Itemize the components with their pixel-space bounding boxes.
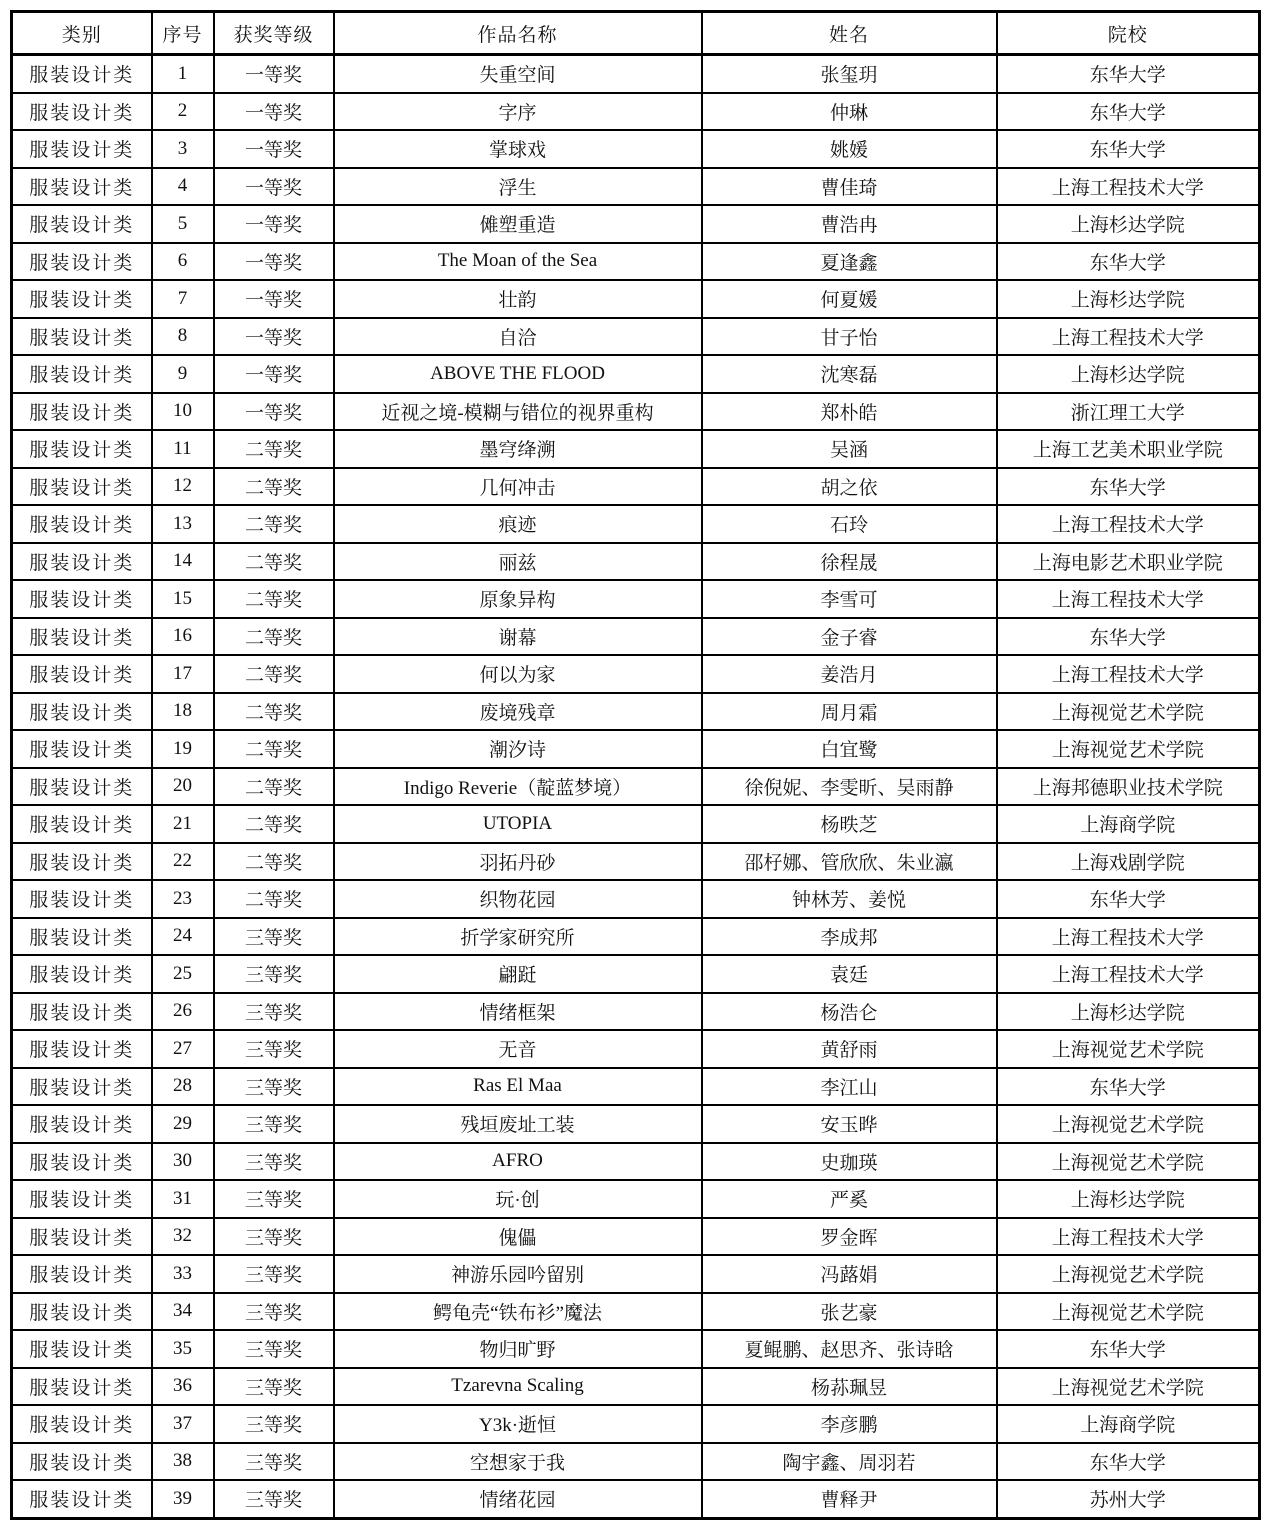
cell-work-title: 鳄龟壳“铁布衫”魔法 [334, 1293, 702, 1331]
cell-school: 上海视觉艺术学院 [997, 1293, 1260, 1331]
cell-index: 2 [152, 93, 214, 131]
cell-school: 上海工程技术大学 [997, 918, 1260, 956]
cell-category: 服装设计类 [12, 505, 152, 543]
cell-award-level: 二等奖 [214, 468, 334, 506]
cell-index: 16 [152, 618, 214, 656]
cell-award-level: 一等奖 [214, 93, 334, 131]
cell-award-level: 二等奖 [214, 805, 334, 843]
table-row [12, 1405, 1260, 1443]
cell-author-name: 杨浩仑 [702, 993, 997, 1031]
cell-award-level: 三等奖 [214, 1330, 334, 1368]
cell-index: 10 [152, 393, 214, 431]
cell-index: 6 [152, 243, 214, 281]
cell-work-title: 情绪框架 [334, 993, 702, 1031]
cell-award-level: 一等奖 [214, 393, 334, 431]
table-row [12, 205, 1260, 243]
table-row [12, 393, 1260, 431]
cell-award-level: 二等奖 [214, 730, 334, 768]
cell-index: 39 [152, 1480, 214, 1518]
cell-index: 19 [152, 730, 214, 768]
cell-school: 上海杉达学院 [997, 205, 1260, 243]
cell-category: 服装设计类 [12, 768, 152, 806]
cell-award-level: 三等奖 [214, 1293, 334, 1331]
cell-category: 服装设计类 [12, 168, 152, 206]
cell-school: 上海电影艺术职业学院 [997, 543, 1260, 581]
cell-index: 4 [152, 168, 214, 206]
cell-school: 东华大学 [997, 243, 1260, 281]
cell-school: 上海视觉艺术学院 [997, 1143, 1260, 1181]
cell-school: 上海商学院 [997, 805, 1260, 843]
cell-school: 东华大学 [997, 880, 1260, 918]
cell-work-title: 原象异构 [334, 580, 702, 618]
cell-index: 15 [152, 580, 214, 618]
cell-index: 12 [152, 468, 214, 506]
cell-index: 25 [152, 955, 214, 993]
cell-index: 33 [152, 1255, 214, 1293]
table-row [12, 468, 1260, 506]
cell-work-title: 傩塑重造 [334, 205, 702, 243]
cell-award-level: 一等奖 [214, 318, 334, 356]
cell-author-name: 金子睿 [702, 618, 997, 656]
cell-index: 26 [152, 993, 214, 1031]
table-row [12, 655, 1260, 693]
cell-work-title: Y3k·逝恒 [334, 1405, 702, 1443]
cell-work-title: 字序 [334, 93, 702, 131]
cell-index: 24 [152, 918, 214, 956]
cell-author-name: 安玉晔 [702, 1105, 997, 1143]
cell-author-name: 姚媛 [702, 130, 997, 168]
cell-index: 9 [152, 355, 214, 393]
cell-school: 上海工艺美术职业学院 [997, 430, 1260, 468]
cell-author-name: 张玺玥 [702, 55, 997, 93]
cell-index: 21 [152, 805, 214, 843]
table-row [12, 580, 1260, 618]
table-row [12, 805, 1260, 843]
cell-category: 服装设计类 [12, 205, 152, 243]
cell-award-level: 二等奖 [214, 505, 334, 543]
cell-work-title: 掌球戏 [334, 130, 702, 168]
cell-category: 服装设计类 [12, 1105, 152, 1143]
table-row [12, 130, 1260, 168]
cell-award-level: 三等奖 [214, 1255, 334, 1293]
column-header: 序号 [152, 12, 214, 55]
cell-award-level: 三等奖 [214, 1368, 334, 1406]
table-row [12, 93, 1260, 131]
cell-index: 3 [152, 130, 214, 168]
cell-author-name: 黄舒雨 [702, 1030, 997, 1068]
cell-category: 服装设计类 [12, 1480, 152, 1518]
cell-school: 上海视觉艺术学院 [997, 693, 1260, 731]
table-row [12, 1368, 1260, 1406]
table-row [12, 1330, 1260, 1368]
cell-category: 服装设计类 [12, 618, 152, 656]
cell-author-name: 石玲 [702, 505, 997, 543]
cell-index: 32 [152, 1218, 214, 1256]
cell-author-name: 仲琳 [702, 93, 997, 131]
cell-index: 23 [152, 880, 214, 918]
cell-award-level: 二等奖 [214, 880, 334, 918]
cell-school: 上海杉达学院 [997, 280, 1260, 318]
cell-index: 37 [152, 1405, 214, 1443]
awards-table-body [12, 55, 1260, 1519]
table-row [12, 918, 1260, 956]
table-row [12, 1293, 1260, 1331]
cell-author-name: 郑朴皓 [702, 393, 997, 431]
cell-index: 17 [152, 655, 214, 693]
cell-school: 上海工程技术大学 [997, 955, 1260, 993]
cell-category: 服装设计类 [12, 355, 152, 393]
cell-work-title: 失重空间 [334, 55, 702, 93]
cell-author-name: 钟林芳、姜悦 [702, 880, 997, 918]
cell-category: 服装设计类 [12, 1068, 152, 1106]
cell-award-level: 一等奖 [214, 243, 334, 281]
cell-work-title: 折学家研究所 [334, 918, 702, 956]
cell-award-level: 三等奖 [214, 1218, 334, 1256]
cell-index: 34 [152, 1293, 214, 1331]
table-row [12, 993, 1260, 1031]
cell-work-title: AFRO [334, 1143, 702, 1181]
cell-school: 上海视觉艺术学院 [997, 1368, 1260, 1406]
cell-category: 服装设计类 [12, 318, 152, 356]
cell-index: 11 [152, 430, 214, 468]
cell-index: 31 [152, 1180, 214, 1218]
cell-award-level: 二等奖 [214, 580, 334, 618]
cell-school: 苏州大学 [997, 1480, 1260, 1518]
cell-school: 东华大学 [997, 1068, 1260, 1106]
cell-work-title: 痕迹 [334, 505, 702, 543]
cell-award-level: 三等奖 [214, 1030, 334, 1068]
cell-author-name: 陶宇鑫、周羽若 [702, 1443, 997, 1481]
cell-school: 上海杉达学院 [997, 993, 1260, 1031]
cell-category: 服装设计类 [12, 1218, 152, 1256]
table-row [12, 543, 1260, 581]
cell-school: 上海视觉艺术学院 [997, 1105, 1260, 1143]
header-row [12, 12, 1260, 55]
cell-award-level: 三等奖 [214, 1105, 334, 1143]
table-row [12, 55, 1260, 93]
cell-work-title: 几何冲击 [334, 468, 702, 506]
cell-author-name: 李彦鹏 [702, 1405, 997, 1443]
cell-category: 服装设计类 [12, 1293, 152, 1331]
cell-author-name: 何夏媛 [702, 280, 997, 318]
cell-work-title: 谢幕 [334, 618, 702, 656]
cell-author-name: 罗金晖 [702, 1218, 997, 1256]
cell-award-level: 三等奖 [214, 955, 334, 993]
awards-table [10, 10, 1261, 1520]
cell-work-title: 残垣废址工装 [334, 1105, 702, 1143]
cell-index: 20 [152, 768, 214, 806]
cell-school: 浙江理工大学 [997, 393, 1260, 431]
cell-author-name: 夏鲲鹏、赵思齐、张诗晗 [702, 1330, 997, 1368]
table-row [12, 1218, 1260, 1256]
cell-school: 上海工程技术大学 [997, 318, 1260, 356]
cell-author-name: 严奚 [702, 1180, 997, 1218]
cell-author-name: 杨荪珮昱 [702, 1368, 997, 1406]
cell-work-title: 情绪花园 [334, 1480, 702, 1518]
cell-school: 上海视觉艺术学院 [997, 730, 1260, 768]
cell-author-name: 吴涵 [702, 430, 997, 468]
cell-category: 服装设计类 [12, 580, 152, 618]
cell-school: 东华大学 [997, 1443, 1260, 1481]
cell-award-level: 三等奖 [214, 1480, 334, 1518]
cell-work-title: The Moan of the Sea [334, 243, 702, 281]
column-header: 院校 [997, 12, 1260, 55]
cell-award-level: 二等奖 [214, 655, 334, 693]
cell-author-name: 史珈瑛 [702, 1143, 997, 1181]
cell-work-title: 墨穹绛溯 [334, 430, 702, 468]
table-row [12, 1255, 1260, 1293]
cell-category: 服装设计类 [12, 918, 152, 956]
cell-author-name: 曹浩冉 [702, 205, 997, 243]
cell-school: 东华大学 [997, 93, 1260, 131]
cell-category: 服装设计类 [12, 730, 152, 768]
cell-work-title: 无音 [334, 1030, 702, 1068]
table-row [12, 768, 1260, 806]
cell-author-name: 袁廷 [702, 955, 997, 993]
table-row [12, 318, 1260, 356]
cell-category: 服装设计类 [12, 1030, 152, 1068]
table-row [12, 618, 1260, 656]
cell-category: 服装设计类 [12, 468, 152, 506]
cell-work-title: 浮生 [334, 168, 702, 206]
cell-award-level: 三等奖 [214, 1443, 334, 1481]
cell-award-level: 一等奖 [214, 205, 334, 243]
cell-author-name: 杨昳芝 [702, 805, 997, 843]
cell-school: 上海邦德职业技术学院 [997, 768, 1260, 806]
cell-index: 7 [152, 280, 214, 318]
column-header: 获奖等级 [214, 12, 334, 55]
cell-school: 上海视觉艺术学院 [997, 1255, 1260, 1293]
cell-author-name: 胡之依 [702, 468, 997, 506]
table-row [12, 1105, 1260, 1143]
cell-award-level: 二等奖 [214, 693, 334, 731]
cell-work-title: 羽拓丹砂 [334, 843, 702, 881]
cell-award-level: 二等奖 [214, 430, 334, 468]
cell-category: 服装设计类 [12, 543, 152, 581]
cell-category: 服装设计类 [12, 93, 152, 131]
table-row [12, 880, 1260, 918]
table-row [12, 843, 1260, 881]
cell-author-name: 白宜鹭 [702, 730, 997, 768]
cell-school: 东华大学 [997, 130, 1260, 168]
cell-work-title: 玩·创 [334, 1180, 702, 1218]
cell-work-title: 物归旷野 [334, 1330, 702, 1368]
column-header: 作品名称 [334, 12, 702, 55]
table-row [12, 505, 1260, 543]
table-row [12, 280, 1260, 318]
table-row [12, 1180, 1260, 1218]
cell-work-title: 神游乐园吟留别 [334, 1255, 702, 1293]
cell-index: 5 [152, 205, 214, 243]
cell-category: 服装设计类 [12, 1405, 152, 1443]
cell-award-level: 一等奖 [214, 168, 334, 206]
cell-author-name: 李雪可 [702, 580, 997, 618]
cell-work-title: 空想家于我 [334, 1443, 702, 1481]
table-row [12, 355, 1260, 393]
cell-category: 服装设计类 [12, 243, 152, 281]
cell-work-title: ABOVE THE FLOOD [334, 355, 702, 393]
cell-work-title: Tzarevna Scaling [334, 1368, 702, 1406]
cell-author-name: 沈寒磊 [702, 355, 997, 393]
table-row [12, 1443, 1260, 1481]
cell-author-name: 张艺豪 [702, 1293, 997, 1331]
cell-category: 服装设计类 [12, 1255, 152, 1293]
cell-school: 上海杉达学院 [997, 355, 1260, 393]
cell-category: 服装设计类 [12, 430, 152, 468]
cell-author-name: 徐程晟 [702, 543, 997, 581]
cell-school: 东华大学 [997, 1330, 1260, 1368]
cell-index: 29 [152, 1105, 214, 1143]
cell-award-level: 三等奖 [214, 993, 334, 1031]
cell-category: 服装设计类 [12, 843, 152, 881]
column-header: 类别 [12, 12, 152, 55]
cell-author-name: 曹佳琦 [702, 168, 997, 206]
cell-award-level: 三等奖 [214, 1405, 334, 1443]
cell-category: 服装设计类 [12, 1180, 152, 1218]
cell-work-title: 织物花园 [334, 880, 702, 918]
cell-school: 上海工程技术大学 [997, 1218, 1260, 1256]
cell-award-level: 一等奖 [214, 55, 334, 93]
cell-category: 服装设计类 [12, 955, 152, 993]
cell-school: 上海工程技术大学 [997, 655, 1260, 693]
cell-work-title: Indigo Reverie（靛蓝梦境） [334, 768, 702, 806]
cell-work-title: 废境残章 [334, 693, 702, 731]
cell-index: 22 [152, 843, 214, 881]
cell-category: 服装设计类 [12, 805, 152, 843]
cell-school: 上海工程技术大学 [997, 168, 1260, 206]
cell-index: 18 [152, 693, 214, 731]
cell-award-level: 三等奖 [214, 1068, 334, 1106]
cell-award-level: 二等奖 [214, 543, 334, 581]
cell-author-name: 冯蕗娟 [702, 1255, 997, 1293]
cell-award-level: 三等奖 [214, 1180, 334, 1218]
cell-index: 14 [152, 543, 214, 581]
cell-index: 27 [152, 1030, 214, 1068]
cell-category: 服装设计类 [12, 1443, 152, 1481]
cell-category: 服装设计类 [12, 393, 152, 431]
cell-author-name: 徐倪妮、李雯昕、吴雨静 [702, 768, 997, 806]
cell-category: 服装设计类 [12, 880, 152, 918]
cell-award-level: 一等奖 [214, 130, 334, 168]
cell-work-title: Ras El Maa [334, 1068, 702, 1106]
cell-category: 服装设计类 [12, 55, 152, 93]
cell-award-level: 二等奖 [214, 768, 334, 806]
cell-author-name: 周月霜 [702, 693, 997, 731]
table-row [12, 1030, 1260, 1068]
cell-school: 东华大学 [997, 618, 1260, 656]
cell-category: 服装设计类 [12, 693, 152, 731]
cell-award-level: 一等奖 [214, 280, 334, 318]
cell-school: 上海工程技术大学 [997, 580, 1260, 618]
cell-category: 服装设计类 [12, 280, 152, 318]
cell-school: 上海戏剧学院 [997, 843, 1260, 881]
cell-category: 服装设计类 [12, 1330, 152, 1368]
table-row [12, 430, 1260, 468]
cell-school: 东华大学 [997, 468, 1260, 506]
cell-school: 上海商学院 [997, 1405, 1260, 1443]
cell-author-name: 姜浩月 [702, 655, 997, 693]
cell-school: 东华大学 [997, 55, 1260, 93]
cell-author-name: 李江山 [702, 1068, 997, 1106]
table-row [12, 730, 1260, 768]
cell-work-title: UTOPIA [334, 805, 702, 843]
cell-author-name: 邵杍娜、管欣欣、朱业瀛 [702, 843, 997, 881]
cell-index: 36 [152, 1368, 214, 1406]
cell-work-title: 丽兹 [334, 543, 702, 581]
cell-school: 上海视觉艺术学院 [997, 1030, 1260, 1068]
cell-index: 35 [152, 1330, 214, 1368]
table-row [12, 1480, 1260, 1518]
cell-work-title: 潮汐诗 [334, 730, 702, 768]
cell-award-level: 二等奖 [214, 618, 334, 656]
table-row [12, 693, 1260, 731]
table-row [12, 1143, 1260, 1181]
cell-category: 服装设计类 [12, 1143, 152, 1181]
cell-index: 28 [152, 1068, 214, 1106]
cell-author-name: 夏逢鑫 [702, 243, 997, 281]
cell-school: 上海杉达学院 [997, 1180, 1260, 1218]
cell-author-name: 曹释尹 [702, 1480, 997, 1518]
cell-work-title: 壮韵 [334, 280, 702, 318]
cell-work-title: 翩跹 [334, 955, 702, 993]
cell-author-name: 甘子怡 [702, 318, 997, 356]
cell-award-level: 三等奖 [214, 918, 334, 956]
cell-index: 1 [152, 55, 214, 93]
table-row [12, 955, 1260, 993]
cell-school: 上海工程技术大学 [997, 505, 1260, 543]
cell-award-level: 三等奖 [214, 1143, 334, 1181]
table-row [12, 243, 1260, 281]
cell-category: 服装设计类 [12, 993, 152, 1031]
cell-category: 服装设计类 [12, 130, 152, 168]
cell-index: 8 [152, 318, 214, 356]
table-row [12, 1068, 1260, 1106]
cell-award-level: 二等奖 [214, 843, 334, 881]
cell-award-level: 一等奖 [214, 355, 334, 393]
cell-work-title: 自洽 [334, 318, 702, 356]
table-row [12, 168, 1260, 206]
cell-author-name: 李成邦 [702, 918, 997, 956]
cell-category: 服装设计类 [12, 1368, 152, 1406]
cell-index: 38 [152, 1443, 214, 1481]
cell-category: 服装设计类 [12, 655, 152, 693]
cell-index: 13 [152, 505, 214, 543]
cell-index: 30 [152, 1143, 214, 1181]
cell-work-title: 傀儡 [334, 1218, 702, 1256]
column-header: 姓名 [702, 12, 997, 55]
cell-work-title: 何以为家 [334, 655, 702, 693]
cell-work-title: 近视之境-模糊与错位的视界重构 [334, 393, 702, 431]
